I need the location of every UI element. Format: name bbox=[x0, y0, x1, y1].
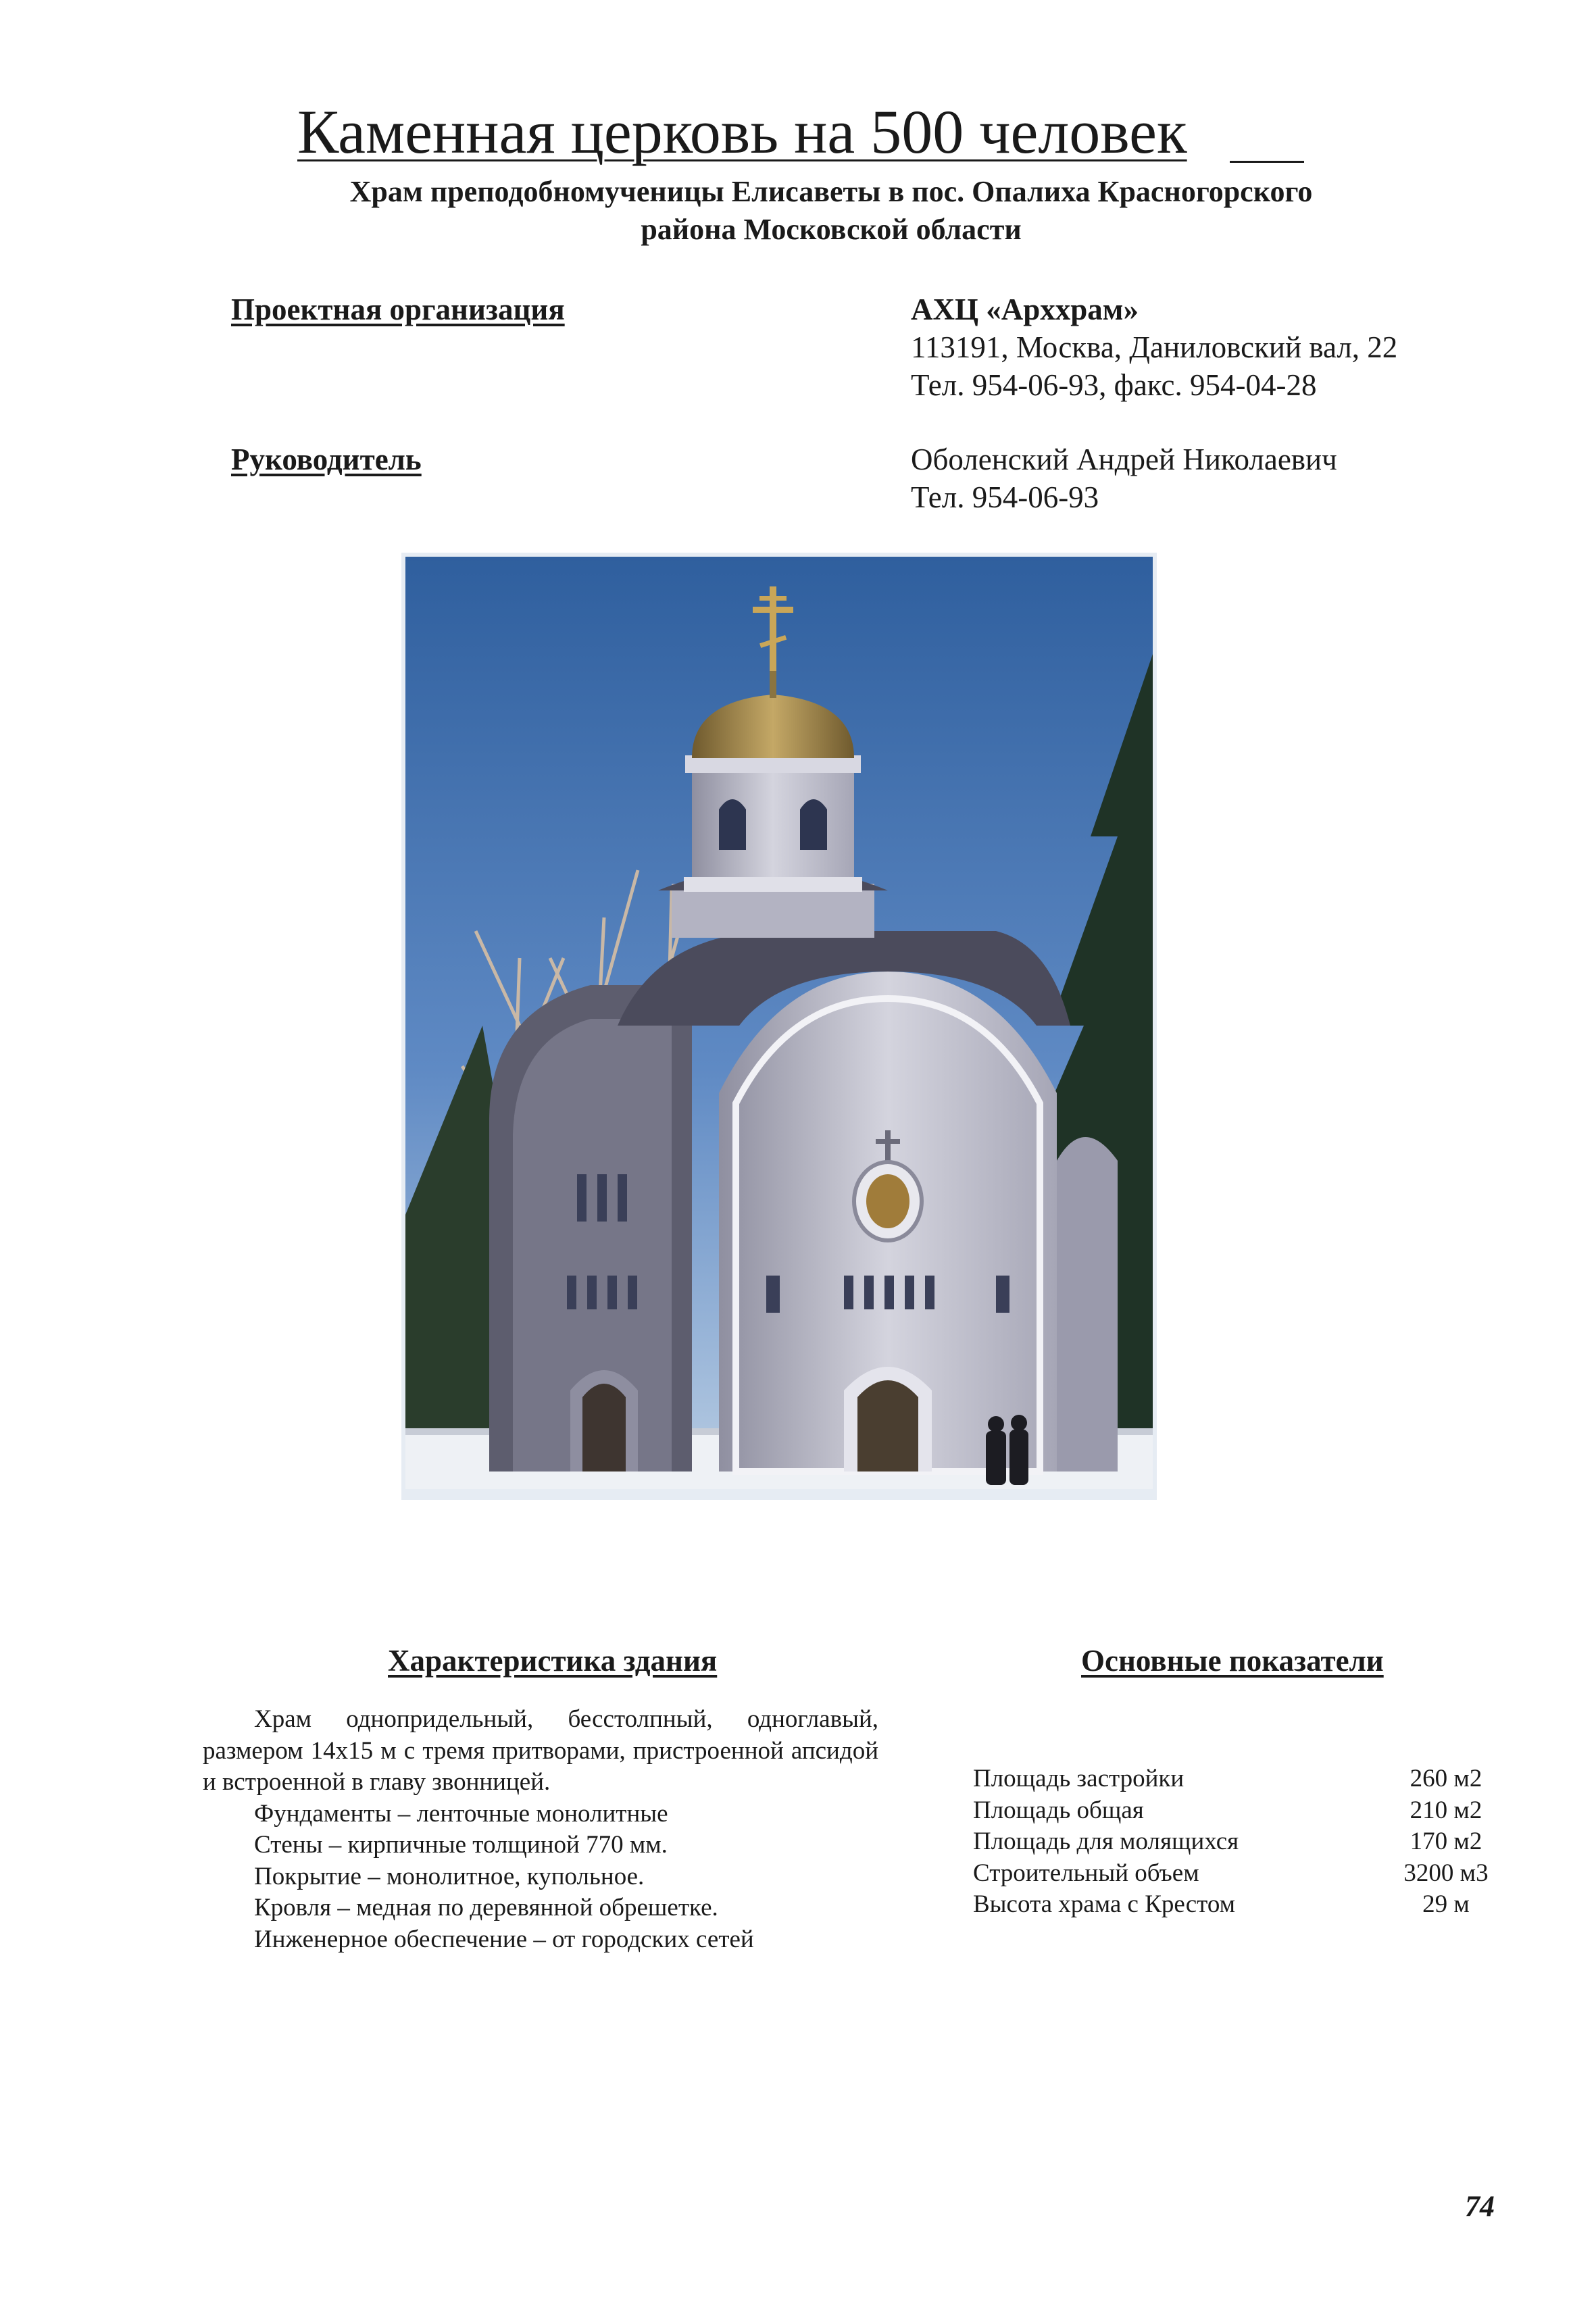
metric-value: 170 м2 bbox=[1410, 1828, 1482, 1855]
metric-value: 260 м2 bbox=[1410, 1765, 1482, 1792]
metrics-row bbox=[973, 1889, 1514, 1921]
characteristics-item: Инженерное обеспечение – от городских сетей bbox=[254, 1925, 754, 1953]
characteristics-item: Фундаменты – ленточные монолитные bbox=[254, 1799, 668, 1828]
characteristics-intro: Храм однопридельный, бесстолпный, одноглавый, размером 14х15 м с тремя притворами, пристроенной апсидой и встроенной в главу звонницей. bbox=[203, 1705, 878, 1796]
metric-value: 29 м bbox=[1422, 1890, 1470, 1918]
head-label: Руководитель bbox=[231, 443, 422, 476]
metric-name: Площадь общая bbox=[973, 1796, 1144, 1824]
metric-name: Строительный объем bbox=[973, 1859, 1199, 1887]
org-label: Проектная организация bbox=[231, 293, 565, 326]
metrics-row bbox=[973, 1826, 1514, 1858]
church-photo bbox=[401, 553, 1157, 1500]
head-details bbox=[911, 441, 1337, 516]
metric-name: Площадь для молящихся bbox=[973, 1828, 1239, 1855]
church-illustration bbox=[401, 553, 1157, 1500]
characteristics-heading: Характеристика здания bbox=[388, 1644, 718, 1678]
metric-name: Площадь застройки bbox=[973, 1765, 1184, 1792]
metric-value: 3200 м3 bbox=[1403, 1859, 1489, 1887]
page-title: Каменная церковь на 500 человек bbox=[297, 97, 1187, 166]
characteristics-item: Стены – кирпичные толщиной 770 мм. bbox=[254, 1831, 668, 1859]
page-number: 74 bbox=[1465, 2190, 1495, 2223]
characteristics-item: Покрытие – монолитное, купольное. bbox=[254, 1862, 645, 1890]
metrics-table bbox=[973, 1763, 1514, 1921]
org-details bbox=[911, 291, 1397, 404]
metrics-row bbox=[973, 1763, 1514, 1795]
metrics-heading: Основные показатели bbox=[1081, 1644, 1384, 1678]
org-address: 113191, Москва, Даниловский вал, 22 bbox=[911, 330, 1398, 364]
metrics-row bbox=[973, 1858, 1514, 1890]
characteristics-text bbox=[203, 1704, 878, 1955]
characteristics-item: Кровля – медная по деревянной обрешетке. bbox=[254, 1894, 718, 1921]
head-phone: Тел. 954-06-93 bbox=[911, 480, 1099, 514]
metric-name: Высота храма с Крестом bbox=[973, 1890, 1236, 1918]
head-name: Оболенский Андрей Николаевич bbox=[911, 443, 1337, 476]
title-underline-tail bbox=[1230, 161, 1304, 163]
metrics-row bbox=[973, 1795, 1514, 1827]
subtitle-line-2: района Московской области bbox=[641, 213, 1022, 246]
metric-value: 210 м2 bbox=[1410, 1796, 1482, 1824]
org-name: АХЦ «Архxрам» bbox=[911, 293, 1139, 326]
org-phone: Тел. 954-06-93, факс. 954-04-28 bbox=[911, 368, 1317, 402]
subtitle-line-1: Храм преподобномученицы Елисаветы в пос. Опалиха Красногорского bbox=[349, 175, 1313, 208]
page-subtitle bbox=[203, 173, 1460, 249]
